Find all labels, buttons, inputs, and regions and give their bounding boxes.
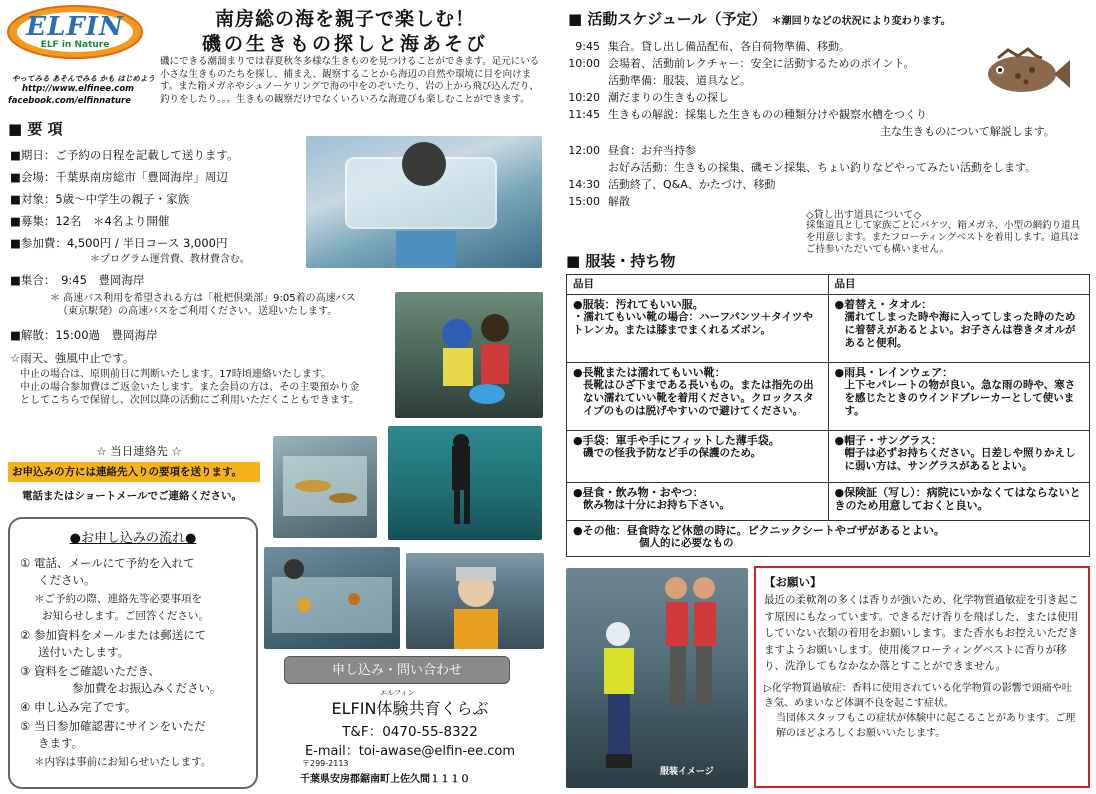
apply-flow-line: 参加費をお振込みください。 <box>72 681 222 695</box>
outline-item: ■解散：15:00過 豊岡海岸 <box>10 328 158 342</box>
outline-item: ■会場：千葉県南房総市「豊岡海岸」周辺 <box>10 170 228 184</box>
clothing-cell <box>828 431 1090 483</box>
clothing-cell-title: ●着替え・タオル： <box>834 298 933 311</box>
schedule-time: 15:00 <box>568 195 600 208</box>
outline-item: ■期日：ご予約の日程を記載して送ります。 <box>10 148 239 162</box>
photo-caption: 服装イメージ <box>660 767 714 777</box>
schedule-row <box>560 142 1080 159</box>
photo-snorkel <box>388 426 542 540</box>
inquiry-email[interactable]: E-mail：toi-awase@elfin-ee.com <box>304 744 516 759</box>
clothing-cell-desc: 磯での怪我予防など手の保護のため。 <box>583 447 762 459</box>
clothing-cell-desc: 長靴はひざ下まである長いもの。または指先の出ない濡れていい靴を着用ください。クロックスタイプのものは脱げやすいので避けてください。 <box>583 379 814 417</box>
outline-item: ＊ 高速バス利用を希望される方は「枇杷倶楽部」9:05着の高速バス <box>50 293 356 304</box>
apply-flow-line: ④ 申し込み完了です。 <box>20 700 137 714</box>
outline-heading-text: 要 項 <box>27 120 63 138</box>
clothing-cell <box>828 295 1090 363</box>
schedule-time: 10:20 <box>568 91 600 104</box>
clothing-cell <box>567 295 829 363</box>
contact-day-highlight: お申込みの方には連絡先入りの要項を送ります。 <box>8 462 260 482</box>
logo-sub: ELF in Nature <box>40 40 110 50</box>
clothing-cell-desc: ・濡れてもいい靴の場合：ハーフパンツ＋タイツやトレンカ。または膝までまくれるズボン。 <box>573 311 813 336</box>
apply-flow-line: ③ 資料をご確認いただき、 <box>20 664 161 678</box>
logo-name: ELFIN <box>26 12 124 42</box>
schedule-time: 10:00 <box>568 57 600 70</box>
apply-flow-line: 送付いたします。 <box>38 645 130 659</box>
clothing-cell <box>567 431 829 483</box>
clothing-cell-desc: 飲み物は十分にお持ち下さい。 <box>583 499 730 511</box>
lend-title: ◇貸し出す道具について◇ <box>806 210 922 221</box>
apply-flow-line: きます。 <box>38 736 84 750</box>
clothing-cell-desc: 上下セパレートの物が良い。急な雨の時や、寒さを感じたときのウインドブレーカーとして使います。 <box>844 379 1076 417</box>
photo-aquarium <box>264 547 400 649</box>
apply-flow-line: ① 電話、メールにて予約を入れて <box>20 556 195 570</box>
clothing-cell <box>828 363 1090 431</box>
clothing-cell-title: ●保険証（写し）：病院にいかなくてはならないときのため用意しておくと良い。 <box>834 486 1081 512</box>
clothing-cell-title: ●服装：汚れてもいい服。 <box>573 298 704 311</box>
schedule-heading <box>568 8 951 29</box>
schedule-note: ＊潮回りなどの状況により変わります。 <box>771 16 951 27</box>
inquiry-tel[interactable]: T&F：0470-55-8322 <box>342 724 478 740</box>
apply-flow-line: ② 参加資料をメールまたは郵送にて <box>20 628 207 642</box>
schedule-text: 主な生きものについて解説します。 <box>880 125 1055 138</box>
inquiry-ruby: エルフィン <box>380 689 415 697</box>
clothing-col-head: 品目 <box>828 275 1090 295</box>
clothing-other-desc: 個人的に必要なもの <box>639 537 734 549</box>
outline-item: としてこちらで保留し、次回以降の活動にご利用いただくこともできます。 <box>20 395 360 406</box>
logo-facebook[interactable]: facebook.com/elfinnature <box>8 96 132 106</box>
schedule-text: 集合。貸し出し備品配布、各自荷物準備、移動。 <box>608 40 850 53</box>
request-note: ▷化学物質過敏症：香料に使用されている化学物質の影響で頭痛や吐き気、めまいなど体調不良を起こす症状。 <box>764 682 1072 709</box>
apply-flow-line: お知らせします。ご回答ください。 <box>42 610 209 622</box>
logo <box>6 4 144 60</box>
clothing-cell-title: ●帽子・サングラス： <box>834 434 942 447</box>
outline-item: ☆雨天、強風中止です。 <box>10 351 135 365</box>
schedule-time: 14:30 <box>568 178 600 191</box>
schedule-text: 潮だまりの生きもの探し <box>608 91 729 104</box>
intro-text: 磯にできる潮溜まりでは春夏秋冬多様な生きものを見つけることができます。足元にいる小さな生きものたちを探し、捕まえ、観察することから海辺の自然や環境に目を向けます。また箱メガネやシュノーケリングで海の中をのぞいたり、岩の上から飛び込んだり、釣りをしたり。。。生きもの観察だけでなくいろいろな海遊びも楽しむことができます。 <box>160 56 540 105</box>
contact-day-title: ☆ 当日連絡先 ☆ <box>96 444 182 458</box>
clothing-cell <box>567 483 829 521</box>
schedule-text: 活動終了、Q&A、かたづけ、移動 <box>608 178 776 191</box>
apply-flow-title: ●お申し込みの流れ● <box>69 531 197 546</box>
schedule-text: 会場着、活動前レクチャー：安全に活動するためのポイント。 <box>608 57 915 70</box>
clothing-cell <box>828 483 1090 521</box>
schedule-text: 生きもの解説：採集した生きものの種類分けや観察水槽をつくり <box>608 108 927 121</box>
apply-flow-line: ⑤ 当日参加確認書にサインをいただ <box>20 719 206 733</box>
photo-children-rocks <box>395 292 543 418</box>
schedule-row <box>560 106 1080 123</box>
clothing-heading: ■ 服装・持ち物 <box>566 252 676 270</box>
inquiry-org: ELFIN体験共育くらぶ <box>331 699 489 718</box>
headline-line2: 磯の生きもの探しと海あそび <box>201 33 488 55</box>
clothing-cell-title: ●手袋：軍手や手にフィットした薄手袋。 <box>573 434 780 447</box>
schedule-time: 9:45 <box>575 40 600 53</box>
schedule-row <box>560 176 1080 193</box>
apply-flow-box <box>8 517 258 789</box>
clothing-other-title: ●その他：昼食時など休憩の時に。ピクニックシートやゴザがあるとよい。 <box>573 524 945 537</box>
schedule-row <box>560 123 1080 140</box>
fish-icon <box>978 46 1070 102</box>
clothing-cell <box>567 363 829 431</box>
schedule-time: 12:00 <box>568 144 600 157</box>
photo-child-holding-case <box>306 136 542 268</box>
schedule-time <box>560 123 608 140</box>
outline-item: ■参加費：4,500円 / 半日コース 3,000円 <box>10 236 228 250</box>
apply-flow-line: ください。 <box>38 573 96 587</box>
clothing-cell-title: ●雨具・レインウェア： <box>834 366 954 379</box>
clothing-table <box>566 274 1090 557</box>
outline-item: 中止の場合は、原則前日に判断いたします。17時頃連絡いたします。 <box>20 369 332 380</box>
clothing-cell-other <box>567 521 1090 557</box>
contact-day-note: 電話またはショートメールでご連絡ください。 <box>22 490 242 502</box>
clothing-cell-title: ●昼食・飲み物・おやつ： <box>573 486 704 499</box>
inquiry-zip: 〒299-2113 <box>302 759 349 768</box>
inquiry-button[interactable]: 申し込み・問い合わせ <box>284 656 510 684</box>
outline-item: ■募集：12名 ＊4名より開催 <box>10 214 170 228</box>
photo-clothing-example <box>566 568 748 788</box>
outline-item: ■対象：5歳～中学生の親子・家族 <box>10 192 190 206</box>
outline-item: ＊プログラム運営費、教材費含む。 <box>90 254 250 265</box>
apply-flow-line: ＊ご予約の際、連絡先等必要事項を <box>34 593 202 605</box>
schedule-text: 昼食：お弁当持参 <box>608 144 696 157</box>
inquiry-address: 千葉県安房郡鋸南町上佐久間１１１０ <box>300 774 470 785</box>
request-note2: 当団体スタッフもこの症状が体験中に起こることがあります。ご理解のほどよろしくお願いいたします。 <box>776 712 1076 739</box>
photo-boy-cap <box>406 553 544 649</box>
outline-heading: ■ 要 項 <box>8 120 63 138</box>
schedule-row <box>560 159 1080 176</box>
schedule-time <box>560 159 608 176</box>
logo-tagline: やってみる あそんでみる かも はじめよう <box>12 74 155 83</box>
outline-item: 中止の場合参加費はご返金いたします。また会員の方は、その主要預かり金 <box>20 382 360 393</box>
headline-line1: 南房総の海を親子で楽しむ！ <box>214 8 475 30</box>
photo-tank <box>273 436 377 538</box>
apply-flow-line: ＊内容は事前にお知らせいたします。 <box>34 756 212 768</box>
clothing-cell-desc: 帽子は必ずお持ちください。日差しや照りかえしに弱い方は、サングラスがあるとよい。 <box>844 447 1076 472</box>
schedule-text: お好み活動：生きもの採集、磯モン採集、ちょい釣りなどやってみたい活動をします。 <box>608 161 1037 174</box>
outline-item: ■集合： 9:45 豊岡海岸 <box>10 273 145 287</box>
logo-url[interactable]: http://www.elfinee.com <box>22 84 135 94</box>
clothing-cell-title: ●長靴または濡れてもいい靴： <box>573 366 726 379</box>
request-body: 最近の柔軟剤の多くは香りが強いため、化学物質過敏症を引き起こす原因にもなっています。できるだけ香りを飛ばした、または使用していない衣類の着用をお願いします。また香水もお控えいただきますようお願いします。使用後フローティングベストに香りが移り、洗浄してもなかなか落とすことができません。 <box>764 594 1079 672</box>
clothing-cell-desc: 濡れてしまった時や海に入ってしまった時のために着替えがあるとよい。お子さんは巻きタオルがあると便利。 <box>844 311 1076 349</box>
schedule-text: 活動準備：服装、道具など。 <box>608 74 751 87</box>
outline-item: （東京駅発）の高速バスをご利用ください。送迎いたします。 <box>58 306 338 317</box>
request-box <box>754 566 1090 788</box>
schedule-text: 解散 <box>608 195 630 208</box>
schedule-time <box>560 72 608 89</box>
clothing-col-head: 品目 <box>567 275 829 295</box>
lend-text: 採集道具として家族ごとにバケツ、箱メガネ、小型の網釣り道具を用意します。またフローティングベストを着用します。道具はご持参いただいても構いません。 <box>806 220 1081 255</box>
request-title: 【お願い】 <box>764 575 822 589</box>
schedule-time: 11:45 <box>568 108 600 121</box>
schedule-heading-text: ■ 活動スケジュール（予定） <box>568 10 767 28</box>
